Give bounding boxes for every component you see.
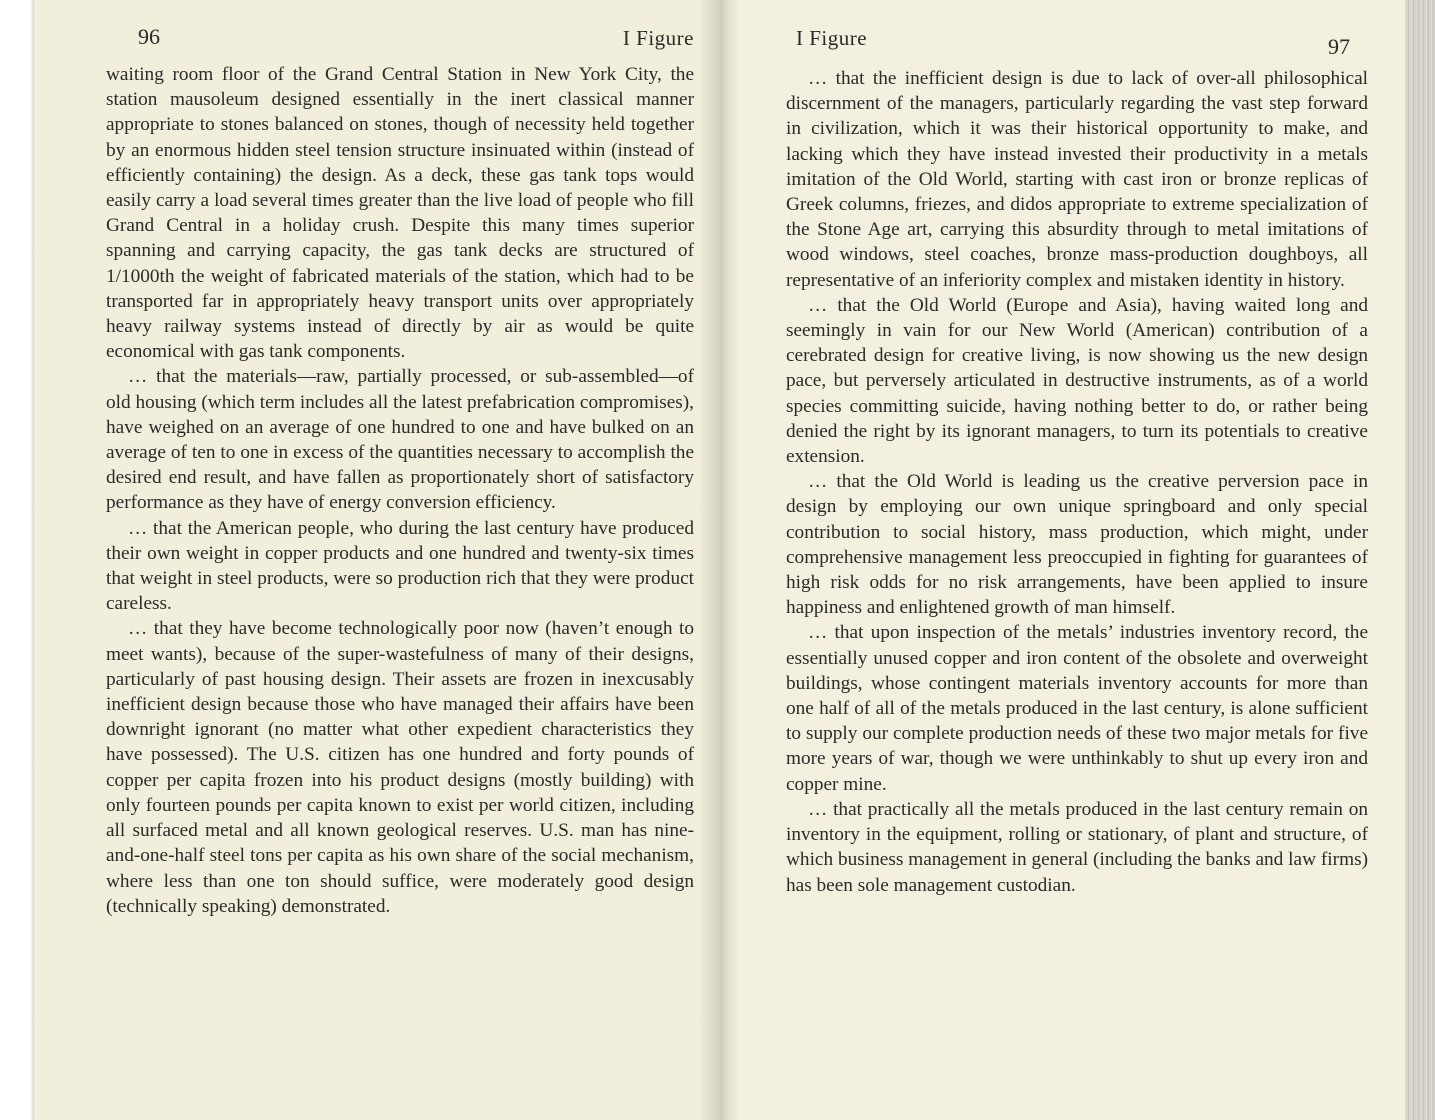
paragraph: … that practically all the metals produced in the last century remain on inventory in the equipment, rolling or stationary, of plant and structure, of which business management in general (including the banks and law firms) has been sole management custodian. — [786, 798, 1368, 896]
left-page-number: 96 — [138, 24, 160, 49]
paragraph: waiting room floor of the Grand Central Station in New York City, the station mausoleum designed essentially in the inert classical manner appropriate to stones balanced on stones, though of necessity held together by an enormous hidden steel tension structure insinuated within (instead of efficiently containing) the design. As a deck, these gas tank tops would easily carry a load several times greater than the live load of people who fill Grand Central in a holiday crush. Despite this many times superior spanning and carrying capacity, the gas tank decks are structured of 1/1000th the weight of fabricated materials of the station, which had to be transported far in appropriately heavy transport units over appropriately heavy railway systems instead of directly by air as would be quite economical with gas tank components. — [106, 64, 694, 363]
right-running-head-text: I Figure — [796, 26, 868, 50]
paragraph: … that the inefficient design is due to lack of over-all philosophical discernment of the managers, particularly regarding the vast step forward in civilization, which it was their historical opportunity to make, and lacking which they have instead invested their productivity in a metals imitation of the Old World, starting with cast iron or bronze replicas of Greek columns, friezes, and didos appropriate to extreme specialization of the Stone Age art, carrying this absurdity through to metal imitations of wood windows, steel coaches, bronze mass-production doughboys, all representative of an inferiority complex and mistaken identity in history. — [786, 68, 1368, 291]
left-running-head — [623, 26, 694, 51]
paragraph: … that the American people, who during the last century have produced their own weight in copper products and one hundred and twenty-six times that weight in steel products, were so production rich that they were product careless. — [106, 517, 694, 615]
right-page-number: 97 — [1328, 34, 1350, 59]
left-running-head-text: I Figure — [622, 26, 694, 50]
paragraph: … that upon inspection of the metals’ industries inventory record, the essentially unused copper and iron content of the obsolete and overweight buildings, whose contingent materials inventory accounts for more than one half of all of the metals produced in the last century, is alone sufficient to supply our complete production needs of these two major metals for five more years of war, though we were unthinkably to shut up every iron and copper mine. — [786, 622, 1368, 795]
scan-left-margin — [0, 0, 34, 1120]
paragraph: … that the Old World (Europe and Asia), having waited long and seemingly in vain for our New World (American) contribution of a cerebrated design for creative living, is now showing us the new design pace, but perversely articulated in destructive instruments, as of a world species committing suicide, having nothing better to do, or rather being denied the right by its ignorant managers, to turn its potentials to creative extension. — [786, 294, 1368, 468]
page-stack-edge — [1405, 0, 1435, 1120]
paragraph: … that the materials—raw, partially processed, or sub-assembled—of old housing (which term includes all the latest prefabrication compromises), have weighed on an average of one hundred to one and have bulked on an average of ten to one in excess of the quantities necessary to accomplish the desired end result, and have fallen as proportionately short of satisfactory performance as they have of energy conversion efficiency. — [106, 366, 694, 514]
left-page — [34, 0, 702, 1120]
right-running-head — [796, 26, 867, 51]
paragraph: … that they have become technologically poor now (haven’t enough to meet wants), because of the super-wastefulness of many of their designs, particularly of past housing design. Their assets are frozen in inexcusably inefficient design because those who have managed their affairs have been downright ignorant (no matter what other expedient characteristics they have possessed). The U.S. citizen has one hundred and forty pounds of copper per capita frozen into his product designs (mostly building) with only fourteen pounds per capita known to exist per world citizen, including all surfaced metal and all known geological reserves. U.S. man has nine-and-one-half steel tons per capita as his own share of the social mechanism, where less than one ton should suffice, were moderately good design (technically speaking) demonstrated. — [106, 618, 694, 917]
paragraph: … that the Old World is leading us the creative perversion pace in design by employing our own unique springboard and only special contribution to social history, mass production, which might, under comprehensive management less preoccupied in fighting for guarantees of high risk odds for no risk arrangements, have been applied to insure happiness and enlightened growth of man himself. — [786, 471, 1368, 619]
book-gutter — [700, 0, 740, 1120]
right-page-text — [786, 66, 1368, 898]
right-page — [738, 0, 1406, 1120]
left-page-text — [106, 62, 694, 919]
